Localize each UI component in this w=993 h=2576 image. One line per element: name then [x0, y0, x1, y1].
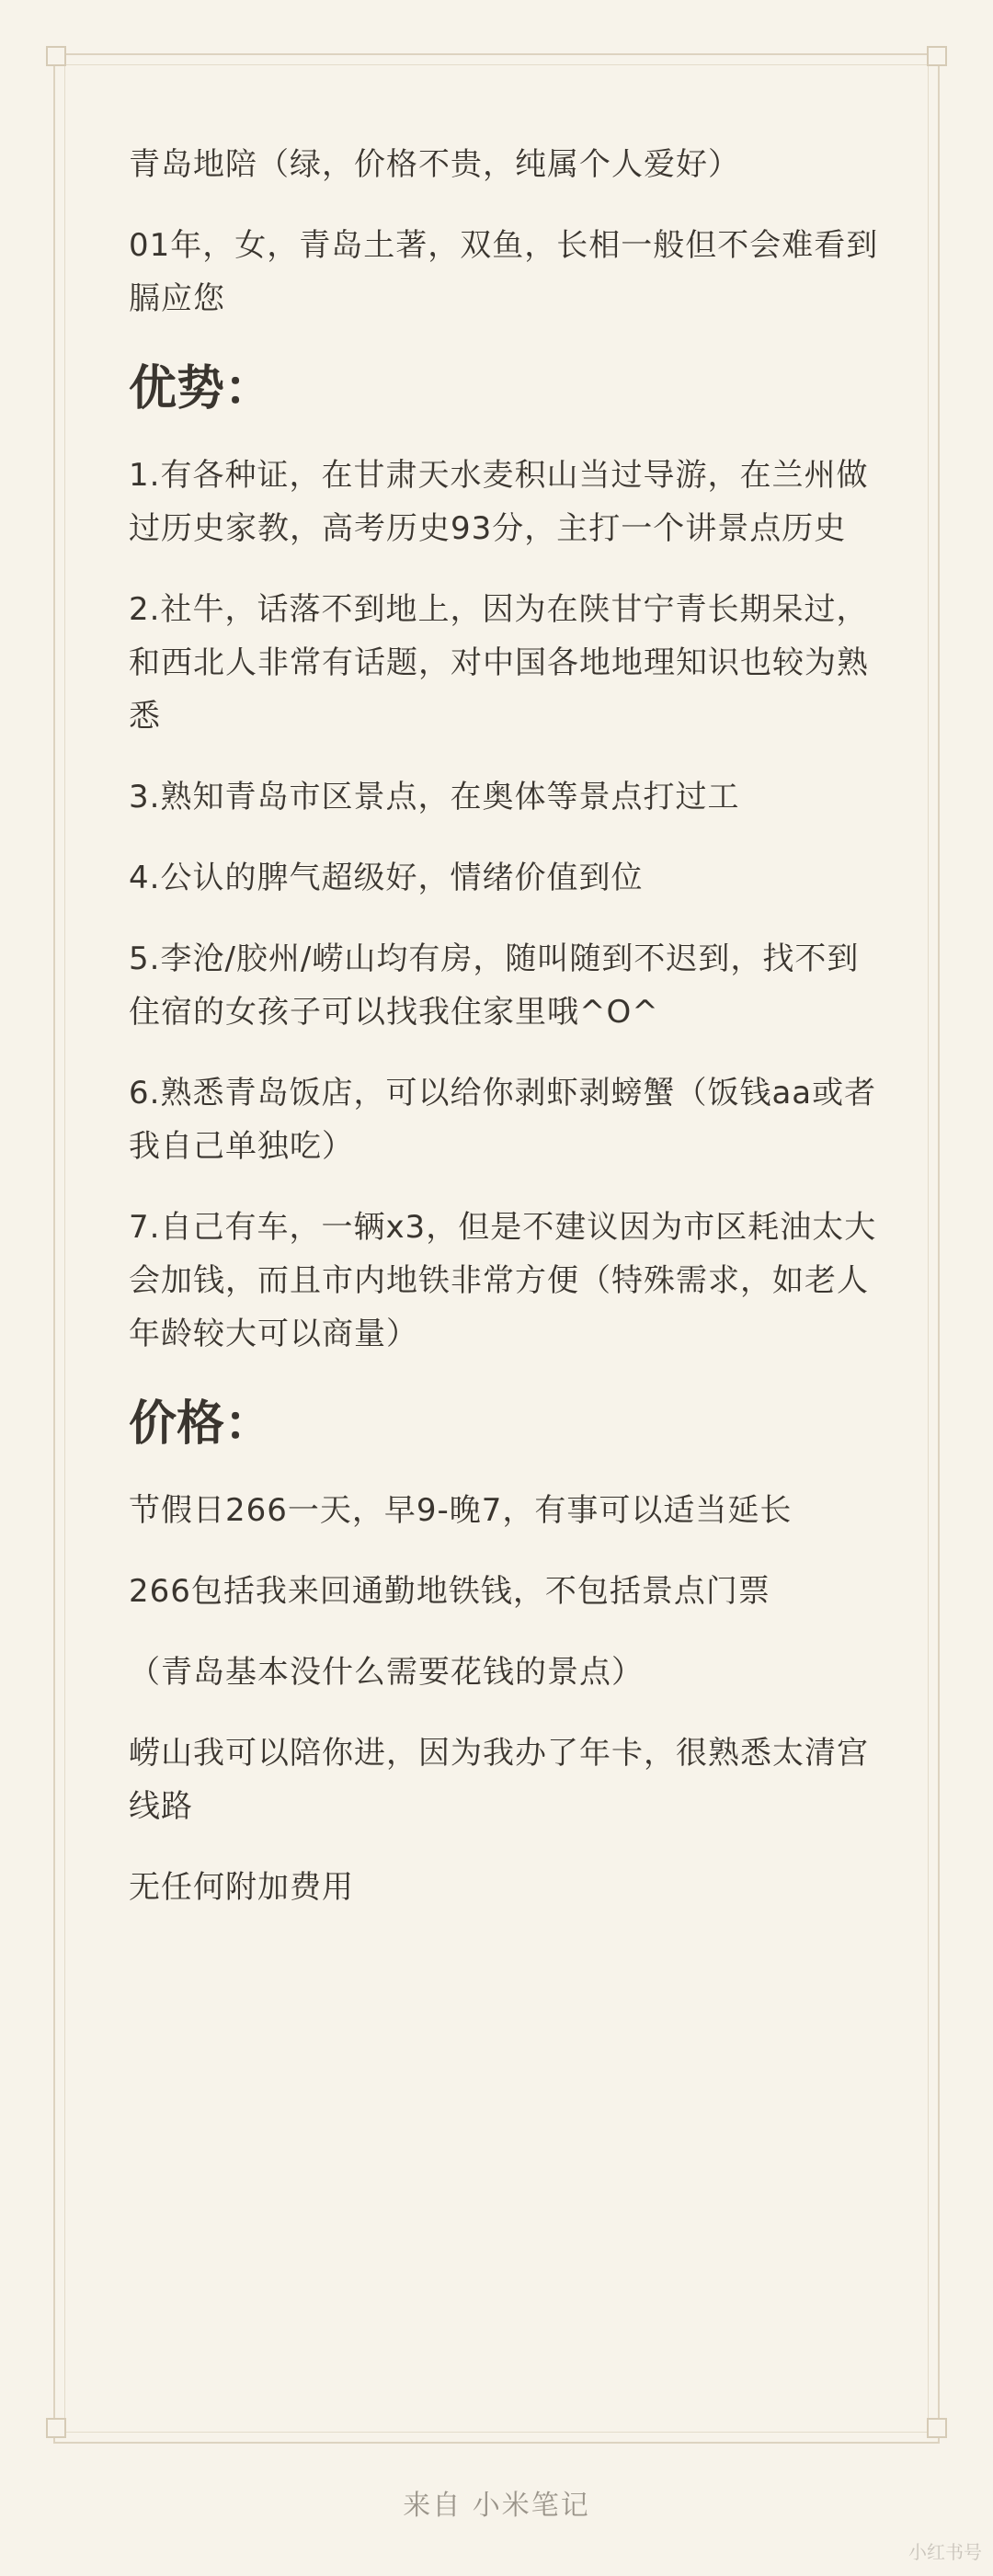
price-item: 崂山我可以陪你进，因为我办了年卡，很熟悉太清宫线路	[129, 1735, 869, 1825]
price-item: 无任何附加费用	[129, 1869, 354, 1906]
corner-ornament	[927, 46, 947, 66]
advantage-item: 7.自己有车，一辆x3，但是不建议因为市区耗油太大会加钱，而且市内地铁非常方便（特殊需求，如老人年龄较大可以商量）	[129, 1209, 877, 1352]
intro-profile: 01年，女，青岛土著，双鱼，长相一般但不会难看到膈应您	[129, 227, 879, 317]
corner-ornament	[46, 46, 66, 66]
price-item: （青岛基本没什么需要花钱的景点）	[129, 1654, 644, 1691]
price-heading: 价格：	[129, 1396, 273, 1452]
corner-ornament	[927, 2418, 947, 2438]
intro-title: 青岛地陪（绿，价格不贵，纯属个人爱好）	[129, 146, 740, 183]
price-item: 266包括我来回通勤地铁钱，不包括景点门票	[129, 1573, 770, 1610]
note-content	[129, 138, 883, 1942]
corner-ornament	[46, 2418, 66, 2438]
advantages-heading: 优势：	[129, 361, 273, 416]
advantage-item: 5.李沧/胶州/崂山均有房，随叫随到不迟到，找不到住宿的女孩子可以找我住家里哦^O^	[129, 940, 860, 1031]
advantage-item: 6.熟悉青岛饭店，可以给你剥虾剥螃蟹（饭钱aa或者我自己单独吃）	[129, 1075, 877, 1165]
advantage-item: 2.社牛，话落不到地上，因为在陕甘宁青长期呆过，和西北人非常有话题，对中国各地地理知识也较为熟悉	[129, 591, 869, 735]
advantage-item: 4.公认的脾气超级好，情绪价值到位	[129, 860, 644, 896]
advantage-item: 1.有各种证，在甘肃天水麦积山当过导游，在兰州做过历史家教，高考历史93分，主打一个讲景点历史	[129, 457, 869, 547]
price-item: 节假日266一天，早9-晚7，有事可以适当延长	[129, 1492, 793, 1529]
source-footer: 来自 小米笔记	[403, 2490, 590, 2522]
watermark: 小红书号	[908, 2541, 982, 2563]
advantage-item: 3.熟知青岛市区景点，在奥体等景点打过工	[129, 779, 740, 815]
